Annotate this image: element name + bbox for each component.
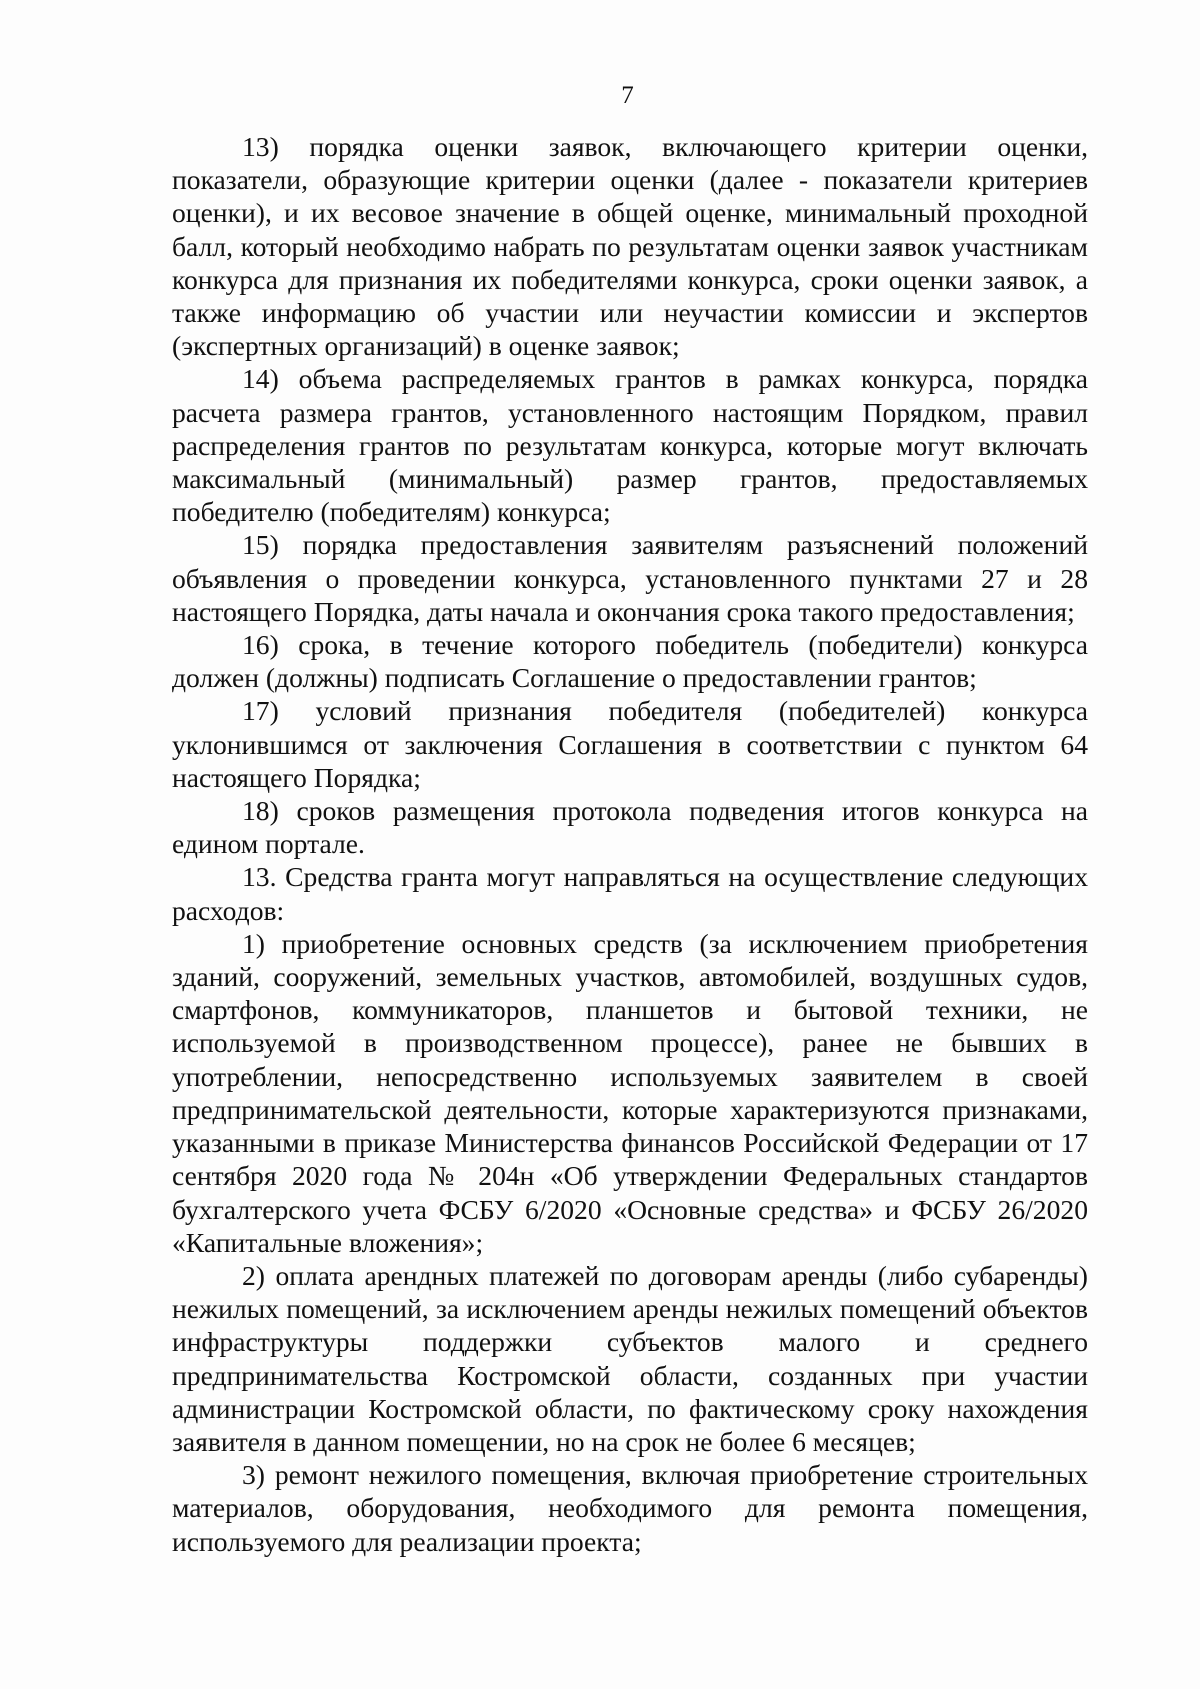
paragraph-item-15: 15) порядка предоставления заявителям разъяснений положений объявления о проведении конкурса, установленного пунктами 27 и 28 настоящего Порядка, даты начала и окончания срока такого предоставления;	[172, 529, 1088, 627]
paragraph-item-14: 14) объема распределяемых грантов в рамках конкурса, порядка расчета размера грантов, установленного настоящим Порядком, правил распределения грантов по результатам конкурса, которые могут включать максимальный (минимальный) размер грантов, предоставляемых победителю (победителям) конкурса;	[172, 363, 1088, 528]
paragraph-expense-3: 3) ремонт нежилого помещения, включая приобретение строительных материалов, оборудования, необходимого для ремонта помещения, используемого для реализации проекта;	[172, 1459, 1088, 1557]
paragraph-expense-1: 1) приобретение основных средств (за исключением приобретения зданий, сооружений, земельных участков, автомобилей, воздушных судов, смартфонов, коммуникаторов, планшетов и бытовой техники, не используемой в производственном процессе), ранее не бывших в употреблении, непосредственно используемых заявителем в своей предпринимательской деятельности, которые характеризуются признаками, указанными в приказе Министерства финансов Российской Федерации от 17 сентября 2020 года № 204н «Об утверждении Федеральных стандартов бухгалтерского учета ФСБУ 6/2020 «Основные средства» и ФСБУ 26/2020 «Капитальные вложения»;	[172, 927, 1088, 1258]
paragraph-expense-2: 2) оплата арендных платежей по договорам аренды (либо субаренды) нежилых помещений, за исключением аренды нежилых помещений объектов инфраструктуры поддержки субъектов малого и среднего предпринимательства Костромской области, созданных при участии администрации Костромской области, по фактическому сроку нахождения заявителя в данном помещении, но на срок не более 6 месяцев;	[172, 1259, 1088, 1457]
paragraph-item-18: 18) сроков размещения протокола подведения итогов конкурса на едином портале.	[172, 795, 1088, 860]
paragraph-item-16: 16) срока, в течение которого победитель (победители) конкурса должен (должны) подписать Соглашение о предоставлении грантов;	[172, 629, 1088, 694]
paragraph-section-13: 13. Средства гранта могут направляться на осуществление следующих расходов:	[172, 861, 1088, 926]
paragraph-item-17: 17) условий признания победителя (победителей) конкурса уклонившимся от заключения Соглашения в соответствии с пунктом 64 настоящего Порядка;	[172, 695, 1088, 793]
document-body	[172, 130, 1088, 1558]
page-number: 7	[621, 82, 634, 109]
paragraph-item-13: 13) порядка оценки заявок, включающего критерии оценки, показатели, образующие критерии оценки (далее - показатели критериев оценки), и их весовое значение в общей оценке, минимальный проходной балл, который необходимо набрать по результатам оценки заявок участникам конкурса для признания их победителями конкурса, сроки оценки заявок, а также информацию об участии или неучастии комиссии и экспертов (экспертных организаций) в оценке заявок;	[172, 131, 1088, 362]
